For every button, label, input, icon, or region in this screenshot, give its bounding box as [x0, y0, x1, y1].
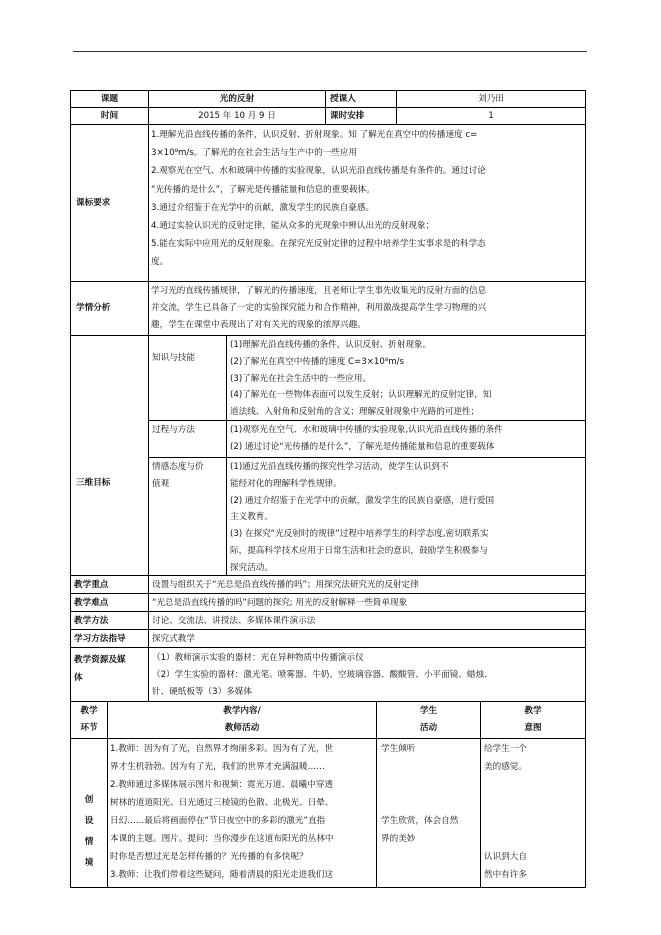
ziyuan-label-line: 教学资源及媒	[74, 655, 126, 665]
qinggan-line: (3) 在探究“光反射时的规律”过程中培养学生的科学态度,密切联系实	[230, 529, 489, 540]
yitu-line: 给学生一个	[484, 744, 527, 754]
xuesheng-line: 学生欣赏，体会自然	[381, 816, 459, 826]
huanjie-char: 创	[84, 795, 94, 805]
huanjie-char: 设	[84, 816, 94, 826]
huanjie-head-line: 教学	[80, 706, 98, 716]
qinggan-line: (2) 通过介绍鉴于在光学中的贡献，激发学生的民族自豪感，进行爱国	[230, 495, 495, 506]
xuesheng-line: 界的美妙	[381, 834, 416, 844]
qinggan-label-line: 情感态度与价	[152, 462, 204, 472]
keti-label: 课题	[100, 94, 119, 104]
ziyuan-text	[152, 650, 584, 701]
biaozhun-line: 3.通过介绍鉴于在光学中的贡献，激发学生的民族自豪感。	[151, 202, 375, 213]
nandian-text: “光总是沿直线传播的吗”问题的探究; 用光的反射解释一些简单现象	[152, 598, 408, 608]
neirong-line: 树林的道道阳光、日光通过三棱镜的色散、北极光、日晕、	[110, 798, 334, 808]
zhishi-text	[230, 337, 584, 421]
xuexi-text: 探究式教学	[152, 634, 195, 644]
guocheng-text	[230, 422, 584, 456]
ziyuan-line: （1）教师演示实验的器材：光在异种物质中传播演示仪	[152, 653, 364, 663]
biaozhun-text	[151, 126, 585, 272]
guocheng-label: 过程与方法	[152, 425, 195, 435]
biaozhun-line: 4.通过实验认识光的反射定律，能从众多的光现象中辨认出光的反射现象；	[151, 221, 435, 232]
neirong-head	[107, 703, 377, 737]
neirong-head-line: 教学内容/	[223, 706, 261, 716]
yitu-head-line: 意图	[524, 723, 542, 733]
keshi-value: 1	[488, 111, 494, 121]
zhishi-line: (4)了解光在一些物体表面可以发生反射；认识理解光的反射定律，知	[230, 390, 492, 401]
nandian-label: 教学难点	[74, 598, 109, 608]
xuesheng-text	[381, 740, 479, 848]
zhishi-line: (3)了解光在社会生活中的一些应用。	[230, 373, 372, 384]
biaozhun-line: “光传播的是什么”，了解光是传播能量和信息的重要载体。	[151, 184, 375, 195]
fangfa-text: 讨论、交流法、讲授法、多媒体课件演示法	[152, 616, 316, 626]
xueqing-line: 并交流，学生已具备了一定的实验探究能力和合作精神，利用激战提高学生学习物理的兴	[151, 303, 487, 313]
sanwei-label: 三维目标	[76, 478, 111, 488]
shouke-label: 授课人	[330, 94, 356, 104]
fangfa-label: 教学方法	[74, 616, 109, 626]
guocheng-line: (2) 通过讨论“光传播的是什么”，了解光是传播能量和信息的重要载体	[230, 442, 495, 452]
neirong-line: 界才生机勃勃。因为有了光，我们的世界才充满温暖……	[110, 762, 325, 772]
neirong-head-line: 教师活动	[224, 723, 260, 733]
xueqing-line: 趣，学生在课堂中表现出了对有关光的现象的浓厚兴趣。	[151, 320, 366, 330]
ziyuan-line: （2）学生实验的器材：激光笔、喷雾器、牛奶、空玻璃容器、酸酸管、小平面镜、蜡烛、	[152, 670, 493, 680]
neirong-line: 时你是否想过光是怎样传播的？光传播的有多快呢？	[110, 852, 308, 862]
qinggan-label	[152, 459, 226, 493]
biaozhun-line: 5.能在实际中应用光的反射现象。在探究光反射定律的过程中培养学生实事求是的科学态	[151, 239, 486, 250]
biaozhun-line: 1.理解光沿直线传播的条件，认识反射、折射现象。知 了解光在真空中的传播速度 c=	[151, 130, 478, 140]
qinggan-line: 际，提高科学技术应用于日常生活和社会的意识，鼓励学生积极参与	[230, 545, 488, 556]
cell-zhishi-label	[148, 335, 227, 421]
zhongdian-label: 教学重点	[74, 580, 109, 590]
huanjie-text	[70, 790, 108, 874]
neirong-line: 2.教师通过多媒体展示图片和视频：霓光万道、晨曦中穿透	[110, 780, 334, 790]
qinggan-line: 能经对化的理解科学性规律。	[230, 478, 342, 489]
xuesheng-line: 学生倾听	[381, 744, 416, 754]
huanjie-char: 情	[84, 837, 94, 847]
neirong-line: 本课的主题。图片。提问：当你漫步在这道布阳光的丛林中	[110, 834, 334, 844]
shijian-label: 时间	[100, 111, 119, 121]
qinggan-line: 探究活动。	[230, 562, 273, 573]
huanjie-char: 境	[84, 858, 94, 868]
huanjie-head	[70, 703, 108, 737]
yitu-line: 然中有许多	[484, 870, 527, 880]
zhishi-label: 知识与技能	[152, 353, 195, 363]
xuesheng-head-line: 活动	[419, 723, 438, 733]
yitu-head	[480, 703, 586, 737]
huanjie-head-line: 环节	[80, 723, 98, 733]
xuexi-label: 学习方法指导	[74, 634, 126, 644]
zhishi-line: 道法线、入射角和反射角的含义；理解反射现象中光路的可逆性；	[230, 407, 480, 418]
qinggan-line: 主义教育。	[230, 512, 273, 523]
date-value: 2015 年 10 月 9 日	[198, 111, 276, 121]
keti-value: 光的反射	[219, 94, 255, 104]
ziyuan-line: 针、硬纸板等（3）多媒体	[152, 687, 252, 697]
qinggan-label-line: 值观	[152, 479, 170, 489]
qinggan-text	[230, 459, 584, 577]
qinggan-line: (1)通过光沿直线传播的探究性学习活动，使学生认识到不	[230, 462, 449, 472]
biaozhun-label: 课标要求	[76, 198, 111, 208]
xueqing-text	[151, 283, 585, 334]
yitu-line	[484, 794, 584, 812]
yitu-head-line: 教学	[524, 706, 542, 716]
yitu-line: 美的感觉。	[484, 762, 527, 772]
xueqing-line: 学习光的直线传播规律，了解光的传播速度，且老师让学生事先收集光的反射方面的信息	[151, 286, 487, 296]
biaozhun-line: 2.观察光在空气、水和玻璃中传播的实验现象，认识光沿直线传播是有条件的。通过讨论	[151, 166, 486, 177]
ziyuan-label-line: 体	[74, 673, 83, 683]
shouke-value: 刘乃田	[478, 94, 504, 104]
zhishi-line: (2)了解光在真空中传播的速度 C=3×10⁸m/s	[230, 356, 405, 367]
yitu-line: 认识到大自	[484, 852, 527, 862]
zhishi-line: (1)理解光沿直线传播的条件，认识反射、折射现象。	[230, 340, 432, 350]
xueqing-label: 学情分析	[76, 303, 111, 313]
yitu-line	[484, 830, 584, 848]
xuesheng-line	[381, 794, 479, 812]
guocheng-line: (1)观察光在空气、水和玻璃中传播的实验现象,认识光沿直线传播的条件	[230, 425, 503, 435]
yitu-line	[484, 776, 584, 794]
neirong-line: 3.教师：让我们带着这些疑问，随着清晨的阳光走进我们这	[110, 870, 334, 880]
xuesheng-head-line: 学生	[419, 706, 438, 716]
ziyuan-label	[74, 651, 148, 687]
biaozhun-line: 3×10⁸m/s。了解光的在社会生活与生产中的一些应用	[151, 148, 358, 159]
neirong-line: 1.教师：因为有了光，自然界才绚丽多彩。因为有了光，世	[110, 744, 334, 754]
xuesheng-line	[381, 776, 479, 794]
xuesheng-line	[381, 758, 479, 776]
keshi-label: 课时安排	[330, 111, 365, 121]
yitu-text	[484, 740, 584, 884]
cell-sanwei-label	[70, 335, 149, 576]
neirong-line: 日幻……最后将画面停在“节日夜空中的多彩的激光”直指	[110, 816, 326, 826]
zhongdian-text: 设置与组织关于“光总是沿直线传播的吗”；用探究法研究光的反射定律	[152, 580, 419, 590]
xuesheng-head	[376, 703, 481, 737]
neirong-text	[110, 740, 375, 884]
yitu-line	[484, 812, 584, 830]
biaozhun-line: 度。	[151, 257, 169, 268]
